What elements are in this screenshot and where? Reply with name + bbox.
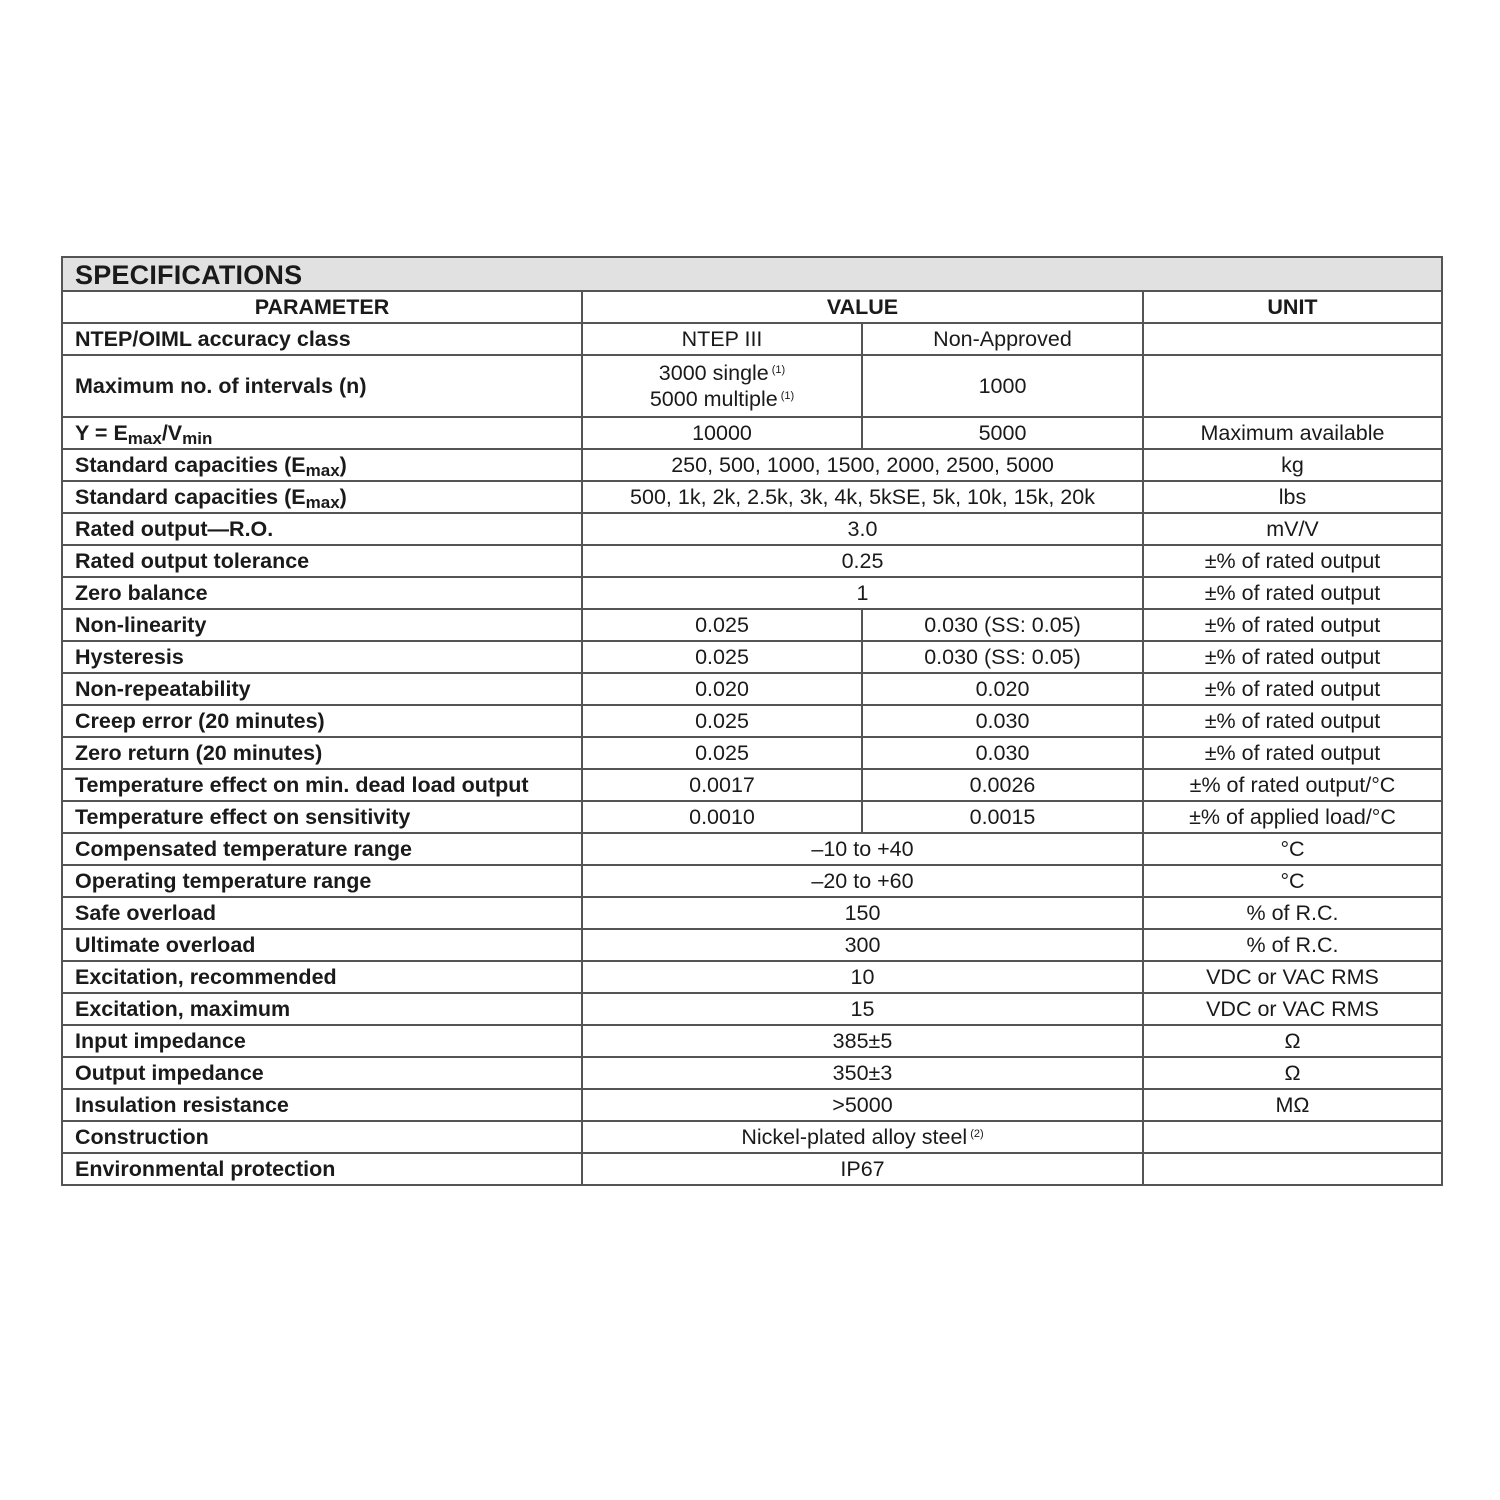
label-text: Y = E bbox=[75, 421, 128, 445]
footnote-marker: (2) bbox=[970, 1128, 984, 1140]
unit-cell bbox=[1143, 323, 1441, 355]
unit-cell: ±% of rated output bbox=[1143, 545, 1441, 577]
value-line bbox=[595, 360, 849, 386]
unit-cell: ±% of rated output bbox=[1143, 673, 1441, 705]
value-text: 3000 single bbox=[658, 361, 769, 385]
param-label: Environmental protection bbox=[63, 1153, 582, 1184]
value-cell: 15 bbox=[582, 993, 1143, 1025]
param-label: Zero return (20 minutes) bbox=[63, 737, 582, 769]
value-text: Nickel-plated alloy steel bbox=[741, 1125, 968, 1149]
table-row bbox=[63, 1153, 1441, 1184]
param-label: Construction bbox=[63, 1121, 582, 1153]
unit-cell: ±% of rated output/°C bbox=[1143, 769, 1441, 801]
value-ntep: 0.0010 bbox=[582, 801, 862, 833]
param-label: Maximum no. of intervals (n) bbox=[63, 355, 582, 417]
table-row bbox=[63, 961, 1441, 993]
table-row bbox=[63, 865, 1441, 897]
table-row bbox=[63, 705, 1441, 737]
param-label: Safe overload bbox=[63, 897, 582, 929]
param-label: Hysteresis bbox=[63, 641, 582, 673]
table-row bbox=[63, 673, 1441, 705]
param-label: Output impedance bbox=[63, 1057, 582, 1089]
table-row bbox=[63, 577, 1441, 609]
value-non-approved: 0.030 (SS: 0.05) bbox=[862, 641, 1143, 673]
value-non-approved: 0.0026 bbox=[862, 769, 1143, 801]
label-text: ) bbox=[339, 453, 347, 477]
param-label bbox=[63, 417, 582, 449]
header-unit: UNIT bbox=[1143, 292, 1441, 323]
label-text: Standard capacities (E bbox=[75, 485, 306, 509]
header-parameter: PARAMETER bbox=[63, 292, 582, 323]
unit-cell: °C bbox=[1143, 865, 1441, 897]
value-non-approved: 0.0015 bbox=[862, 801, 1143, 833]
table-row bbox=[63, 801, 1441, 833]
value-cell: 350±3 bbox=[582, 1057, 1143, 1089]
param-label: Excitation, maximum bbox=[63, 993, 582, 1025]
label-text: ) bbox=[339, 485, 347, 509]
value-cell: 500, 1k, 2k, 2.5k, 3k, 4k, 5kSE, 5k, 10k, 15k, 20k bbox=[582, 481, 1143, 513]
unit-cell bbox=[1143, 355, 1441, 417]
value-non-approved: 0.020 bbox=[862, 673, 1143, 705]
value-cell: 250, 500, 1000, 1500, 2000, 2500, 5000 bbox=[582, 449, 1143, 481]
value-line bbox=[595, 386, 849, 412]
table-row bbox=[63, 355, 1441, 417]
unit-cell: mV/V bbox=[1143, 513, 1441, 545]
spec-grid bbox=[63, 292, 1441, 1184]
label-text: Standard capacities (E bbox=[75, 453, 306, 477]
table-title: SPECIFICATIONS bbox=[63, 258, 1441, 292]
table-row bbox=[63, 449, 1441, 481]
value-ntep bbox=[582, 355, 862, 417]
param-label: Non-repeatability bbox=[63, 673, 582, 705]
unit-cell: ±% of rated output bbox=[1143, 577, 1441, 609]
param-label: Compensated temperature range bbox=[63, 833, 582, 865]
value-cell bbox=[582, 1121, 1143, 1153]
value-ntep: NTEP III bbox=[582, 323, 862, 355]
param-label: Creep error (20 minutes) bbox=[63, 705, 582, 737]
unit-cell: % of R.C. bbox=[1143, 929, 1441, 961]
value-ntep: 0.025 bbox=[582, 609, 862, 641]
table-row bbox=[63, 897, 1441, 929]
header-value: VALUE bbox=[582, 292, 1143, 323]
param-label: Operating temperature range bbox=[63, 865, 582, 897]
value-cell: 385±5 bbox=[582, 1025, 1143, 1057]
param-label: Rated output tolerance bbox=[63, 545, 582, 577]
value-cell: –10 to +40 bbox=[582, 833, 1143, 865]
label-text: /V bbox=[161, 421, 183, 445]
unit-cell: ±% of rated output bbox=[1143, 641, 1441, 673]
param-label: Insulation resistance bbox=[63, 1089, 582, 1121]
value-cell: 10 bbox=[582, 961, 1143, 993]
table-row bbox=[63, 323, 1441, 355]
table-row bbox=[63, 1057, 1441, 1089]
table-row bbox=[63, 641, 1441, 673]
value-non-approved: 0.030 (SS: 0.05) bbox=[862, 609, 1143, 641]
unit-cell: % of R.C. bbox=[1143, 897, 1441, 929]
unit-cell: ±% of rated output bbox=[1143, 705, 1441, 737]
unit-cell: Maximum available bbox=[1143, 417, 1441, 449]
unit-cell: ±% of rated output bbox=[1143, 737, 1441, 769]
param-label: Temperature effect on sensitivity bbox=[63, 801, 582, 833]
unit-cell: ±% of applied load/°C bbox=[1143, 801, 1441, 833]
table-row bbox=[63, 1121, 1441, 1153]
param-label: Temperature effect on min. dead load output bbox=[63, 769, 582, 801]
value-cell: 3.0 bbox=[582, 513, 1143, 545]
label-subscript: max bbox=[127, 429, 162, 448]
table-row bbox=[63, 769, 1441, 801]
table-row bbox=[63, 737, 1441, 769]
unit-cell bbox=[1143, 1121, 1441, 1153]
unit-cell: Ω bbox=[1143, 1057, 1441, 1089]
value-non-approved: 1000 bbox=[862, 355, 1143, 417]
unit-cell: MΩ bbox=[1143, 1089, 1441, 1121]
param-label: Input impedance bbox=[63, 1025, 582, 1057]
label-subscript: min bbox=[182, 429, 213, 448]
table-row bbox=[63, 993, 1441, 1025]
table-row bbox=[63, 929, 1441, 961]
param-label bbox=[63, 481, 582, 513]
value-ntep: 10000 bbox=[582, 417, 862, 449]
value-non-approved: 5000 bbox=[862, 417, 1143, 449]
unit-cell: VDC or VAC RMS bbox=[1143, 993, 1441, 1025]
header-row bbox=[63, 292, 1441, 323]
value-cell: 300 bbox=[582, 929, 1143, 961]
value-cell: 150 bbox=[582, 897, 1143, 929]
param-label: NTEP/OIML accuracy class bbox=[63, 323, 582, 355]
param-label: Rated output—R.O. bbox=[63, 513, 582, 545]
footnote-marker: (1) bbox=[771, 364, 786, 376]
value-text: 5000 multiple bbox=[649, 387, 778, 411]
value-cell: 0.25 bbox=[582, 545, 1143, 577]
value-cell: 1 bbox=[582, 577, 1143, 609]
value-ntep: 0.025 bbox=[582, 641, 862, 673]
unit-cell: lbs bbox=[1143, 481, 1441, 513]
label-subscript: max bbox=[305, 493, 340, 512]
param-label: Excitation, recommended bbox=[63, 961, 582, 993]
value-cell: –20 to +60 bbox=[582, 865, 1143, 897]
value-ntep: 0.020 bbox=[582, 673, 862, 705]
label-subscript: max bbox=[305, 461, 340, 480]
table-row bbox=[63, 481, 1441, 513]
value-ntep: 0.025 bbox=[582, 737, 862, 769]
unit-cell: kg bbox=[1143, 449, 1441, 481]
table-row bbox=[63, 833, 1441, 865]
table-row bbox=[63, 545, 1441, 577]
footnote-marker: (1) bbox=[780, 390, 795, 402]
unit-cell: Ω bbox=[1143, 1025, 1441, 1057]
specifications-table bbox=[61, 256, 1443, 1186]
table-row bbox=[63, 609, 1441, 641]
value-cell: >5000 bbox=[582, 1089, 1143, 1121]
table-row bbox=[63, 1089, 1441, 1121]
table-row bbox=[63, 417, 1441, 449]
param-label: Ultimate overload bbox=[63, 929, 582, 961]
param-label: Non-linearity bbox=[63, 609, 582, 641]
unit-cell: ±% of rated output bbox=[1143, 609, 1441, 641]
table-row bbox=[63, 513, 1441, 545]
param-label bbox=[63, 449, 582, 481]
unit-cell bbox=[1143, 1153, 1441, 1184]
value-cell: IP67 bbox=[582, 1153, 1143, 1184]
value-non-approved: Non-Approved bbox=[862, 323, 1143, 355]
unit-cell: VDC or VAC RMS bbox=[1143, 961, 1441, 993]
unit-cell: °C bbox=[1143, 833, 1441, 865]
value-ntep: 0.025 bbox=[582, 705, 862, 737]
param-label: Zero balance bbox=[63, 577, 582, 609]
value-non-approved: 0.030 bbox=[862, 737, 1143, 769]
table-row bbox=[63, 1025, 1441, 1057]
value-non-approved: 0.030 bbox=[862, 705, 1143, 737]
value-ntep: 0.0017 bbox=[582, 769, 862, 801]
